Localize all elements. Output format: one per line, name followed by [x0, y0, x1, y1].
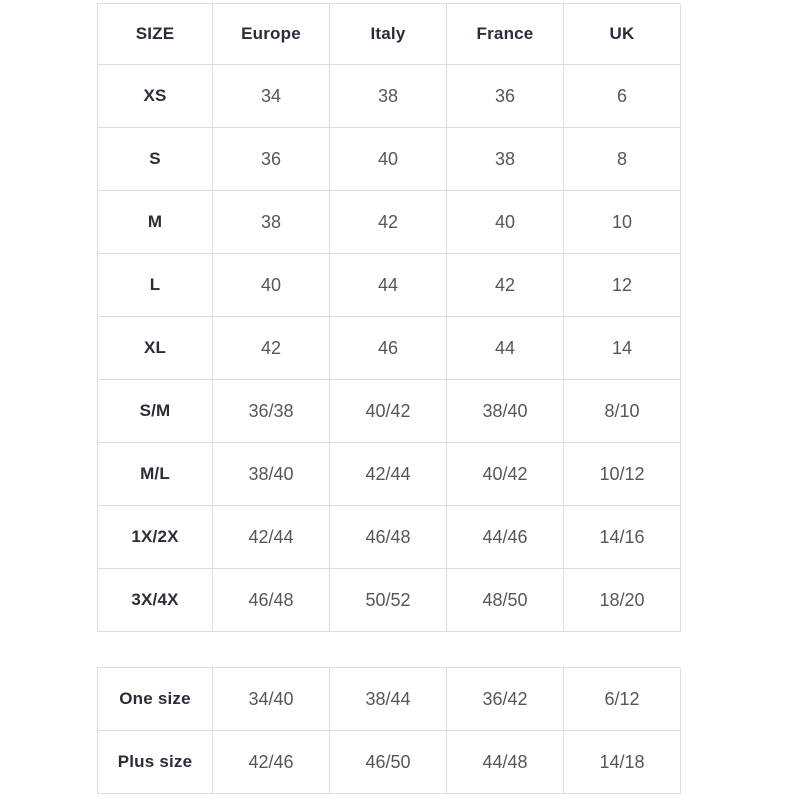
table-row — [98, 668, 681, 731]
table-cell: 48/50 — [447, 569, 564, 632]
header-row — [98, 4, 681, 65]
size-label: L — [98, 254, 213, 317]
table-cell: 42 — [447, 254, 564, 317]
size-label: XS — [98, 65, 213, 128]
size-label: XL — [98, 317, 213, 380]
size-label: 3X/4X — [98, 569, 213, 632]
size-label: S/M — [98, 380, 213, 443]
table-cell: 38 — [447, 128, 564, 191]
column-header-uk: UK — [564, 4, 681, 65]
table-row — [98, 731, 681, 794]
table-cell: 14 — [564, 317, 681, 380]
table-cell: 46/50 — [330, 731, 447, 794]
size-label: 1X/2X — [98, 506, 213, 569]
table-cell: 38/40 — [213, 443, 330, 506]
table-cell: 44/46 — [447, 506, 564, 569]
table-cell: 14/18 — [564, 731, 681, 794]
table-cell: 14/16 — [564, 506, 681, 569]
table-cell: 6 — [564, 65, 681, 128]
table-cell: 34/40 — [213, 668, 330, 731]
table-cell: 42/46 — [213, 731, 330, 794]
table-cell: 40 — [447, 191, 564, 254]
table-row — [98, 65, 681, 128]
table-cell: 50/52 — [330, 569, 447, 632]
table-cell: 36/42 — [447, 668, 564, 731]
table-cell: 42/44 — [330, 443, 447, 506]
table-cell: 38 — [330, 65, 447, 128]
table-cell: 46 — [330, 317, 447, 380]
column-header-france: France — [447, 4, 564, 65]
table-cell: 42 — [330, 191, 447, 254]
table-cell: 46/48 — [330, 506, 447, 569]
table-row — [98, 380, 681, 443]
size-label: M/L — [98, 443, 213, 506]
table-row — [98, 317, 681, 380]
table-cell: 40 — [330, 128, 447, 191]
table-cell: 6/12 — [564, 668, 681, 731]
table-cell: 12 — [564, 254, 681, 317]
table-cell: 18/20 — [564, 569, 681, 632]
column-header-europe: Europe — [213, 4, 330, 65]
table-cell: 40 — [213, 254, 330, 317]
special-sizes-table — [97, 667, 681, 794]
size-chart-table — [97, 3, 681, 632]
table-cell: 36 — [213, 128, 330, 191]
table-row — [98, 443, 681, 506]
size-label: S — [98, 128, 213, 191]
size-label: Plus size — [98, 731, 213, 794]
size-label: M — [98, 191, 213, 254]
table-cell: 8/10 — [564, 380, 681, 443]
table-cell: 8 — [564, 128, 681, 191]
table-cell: 40/42 — [447, 443, 564, 506]
column-header-size: SIZE — [98, 4, 213, 65]
column-header-italy: Italy — [330, 4, 447, 65]
table-cell: 38 — [213, 191, 330, 254]
table-cell: 34 — [213, 65, 330, 128]
table-cell: 46/48 — [213, 569, 330, 632]
table-cell: 10 — [564, 191, 681, 254]
table-cell: 42 — [213, 317, 330, 380]
table-cell: 38/44 — [330, 668, 447, 731]
table-cell: 36 — [447, 65, 564, 128]
table-row — [98, 191, 681, 254]
table-row — [98, 128, 681, 191]
table-cell: 40/42 — [330, 380, 447, 443]
size-label: One size — [98, 668, 213, 731]
table-row — [98, 506, 681, 569]
table-row — [98, 569, 681, 632]
table-cell: 42/44 — [213, 506, 330, 569]
table-row — [98, 254, 681, 317]
table-cell: 36/38 — [213, 380, 330, 443]
table-cell: 44 — [330, 254, 447, 317]
table-cell: 10/12 — [564, 443, 681, 506]
table-cell: 38/40 — [447, 380, 564, 443]
table-cell: 44 — [447, 317, 564, 380]
table-cell: 44/48 — [447, 731, 564, 794]
